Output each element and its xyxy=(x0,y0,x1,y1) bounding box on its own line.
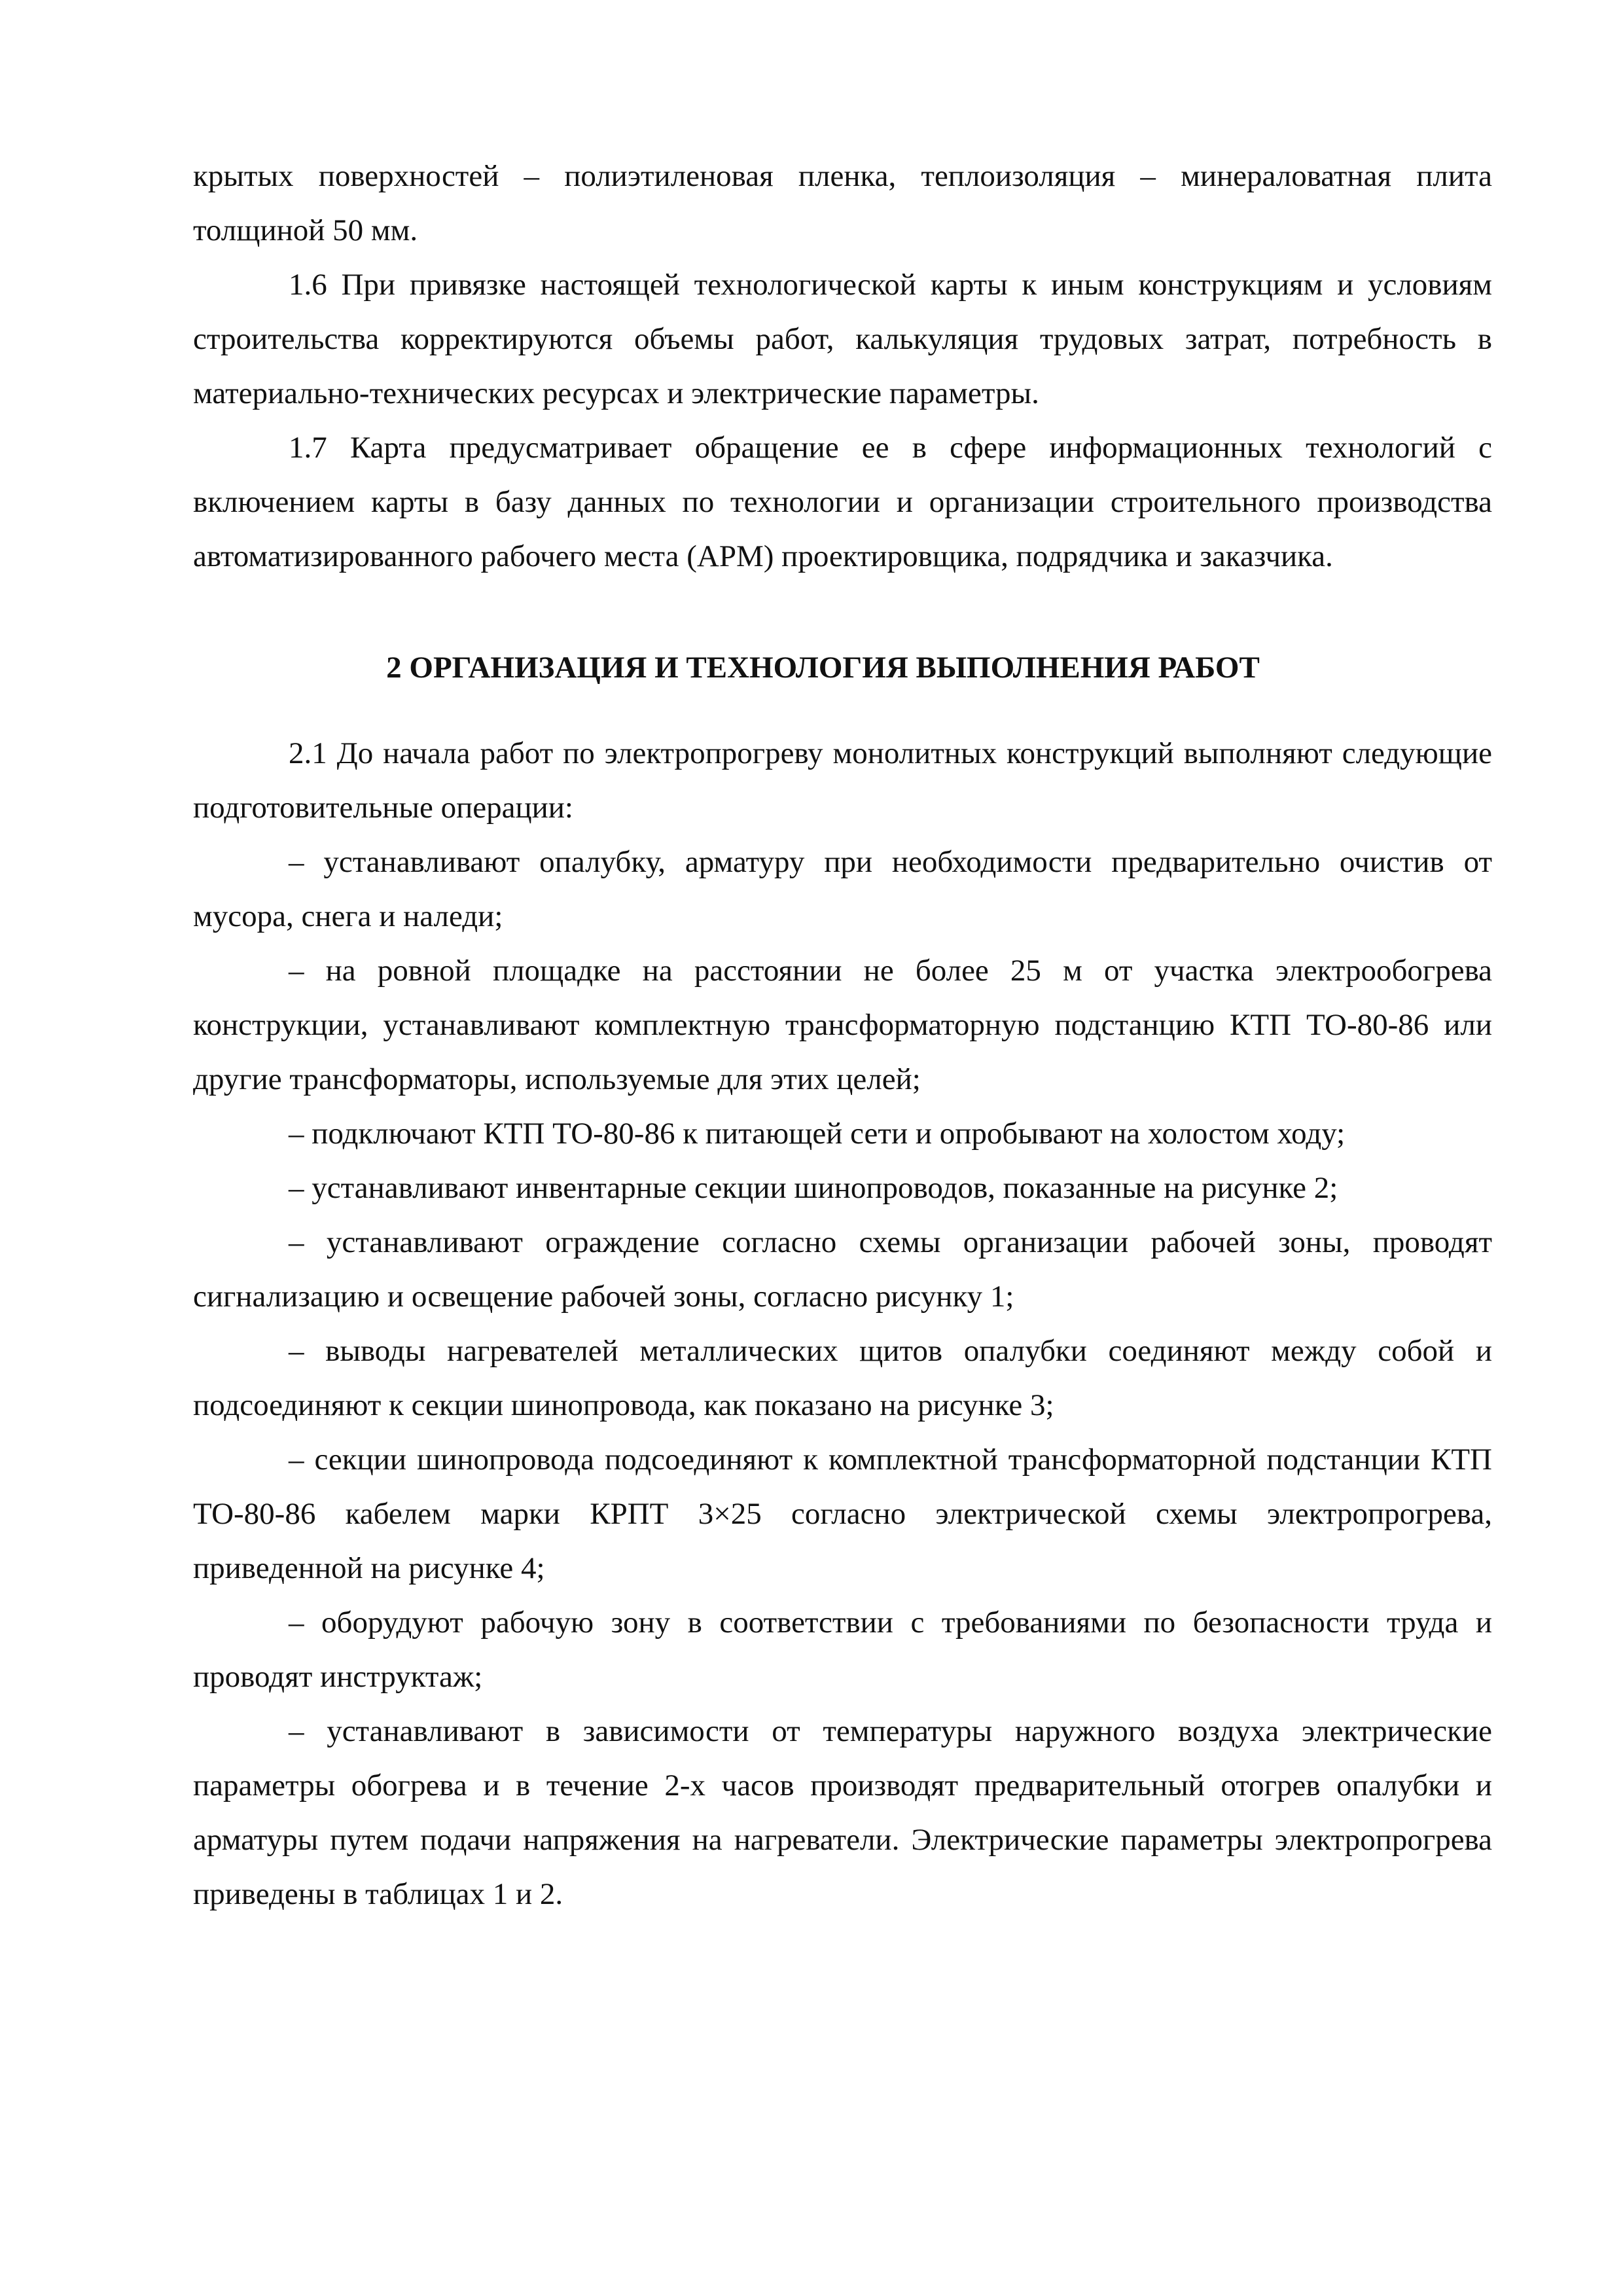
document-body xyxy=(193,149,1492,1922)
paragraph-1-7: 1.7 Карта предусматривает обращение ее в сфере информационных технологий с включением карты в базу данных по технологии и организации строительного производства автоматизированного рабочего места (АРМ) проектировщика, подрядчика и заказчика. xyxy=(193,431,1492,573)
list-item-connect-ktp: – подключают КТП ТО-80-86 к питающей сети и опробывают на холостом ходу; xyxy=(289,1117,1346,1151)
list-item-fencing: – устанавливают ограждение согласно схемы организации рабочей зоны, проводят сигнализацию и освещение рабочей зоны, согласно рисунку 1; xyxy=(193,1225,1492,1314)
section-2-heading: 2 ОРГАНИЗАЦИЯ И ТЕХНОЛОГИЯ ВЫПОЛНЕНИЯ РАБОТ xyxy=(386,651,1260,685)
paragraph-2-1: 2.1 До начала работ по электропрогреву монолитных конструкций выполняют следующие подготовительные операции: xyxy=(193,736,1492,825)
list-item-work-zone: – оборудуют рабочую зону в соответствии с требованиями по безопасности труда и проводят инструктаж; xyxy=(193,1605,1492,1694)
list-item-cable-connection: – секции шинопровода подсоединяют к комплектной трансформаторной подстанции КТП ТО-80-86 кабелем марки КРПТ 3×25 согласно электрической схемы электропрогрева, приведенной на рисунке 4; xyxy=(193,1443,1492,1585)
paragraph-1-6: 1.6 При привязке настоящей технологической карты к иным конструкциям и условиям строительства корректируются объемы работ, калькуляция трудовых затрат, потребность в материально-технических ресурсах и электрические параметры. xyxy=(193,268,1492,410)
paragraph-continuation-1-5: крытых поверхностей – полиэтиленовая пленка, теплоизоляция – минераловатная плита толщиной 50 мм. xyxy=(193,159,1492,247)
list-item-heater-leads: – выводы нагревателей металлических щитов опалубки соединяют между собой и подсоединяют к секции шинопровода, как показано на рисунке 3; xyxy=(193,1334,1492,1422)
list-item-preheating: – устанавливают в зависимости от температуры наружного воздуха электрические параметры обогрева и в течение 2-х часов производят предварительный отогрев опалубки и арматуры путем подачи напряжения на нагреватели. Электрические параметры электропрогрева приведены в таблицах 1 и 2. xyxy=(193,1714,1492,1911)
list-item-formwork: – устанавливают опалубку, арматуру при необходимости предварительно очистив от мусора, снега и наледи; xyxy=(193,845,1492,933)
list-item-busbar-sections: – устанавливают инвентарные секции шинопроводов, показанные на рисунке 2; xyxy=(289,1171,1338,1205)
list-item-substation: – на ровной площадке на расстоянии не более 25 м от участка электрообогрева конструкции, устанавливают комплектную трансформаторную подстанцию КТП ТО-80-86 или другие трансформаторы, используемые для этих целей; xyxy=(193,954,1492,1096)
